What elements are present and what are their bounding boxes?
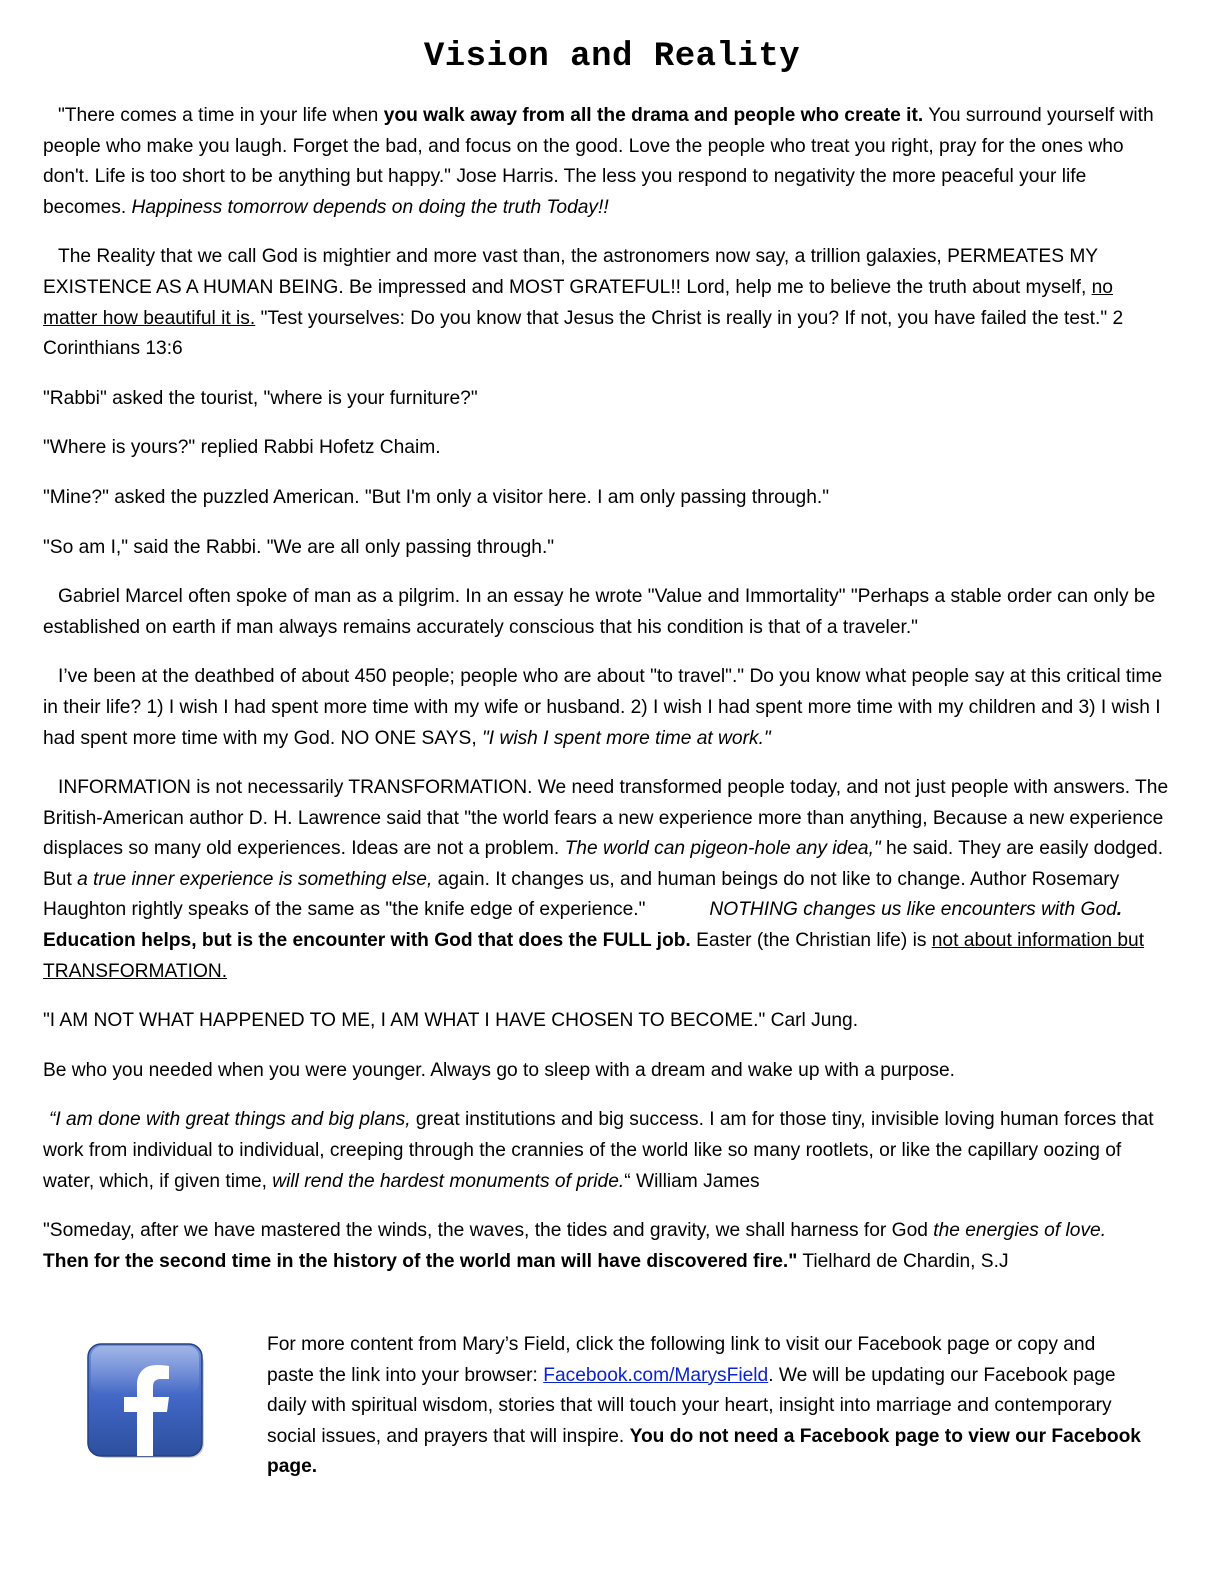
- paragraph-chardin: "Someday, after we have mastered the winds, the waves, the tides and gravity, we shall harness for God the energies of love. Then for the second time in the history of the world man will have discovered fire." Tielhard de Chardin, S.J: [43, 1220, 1107, 1272]
- paragraph-be-who: Be who you needed when you were younger. Always go to sleep with a dream and wake up with a purpose.: [43, 1059, 955, 1081]
- paragraph-rabbi-4: "So am I," said the Rabbi. "We are all only passing through.": [43, 536, 555, 558]
- article-body: [43, 101, 1171, 1296]
- paragraph-rabbi-1: "Rabbi" asked the tourist, "where is your furniture?": [43, 387, 478, 409]
- paragraph-jung-quote: "I AM NOT WHAT HAPPENED TO ME, I AM WHAT I HAVE CHOSEN TO BECOME." Carl Jung.: [43, 1010, 859, 1032]
- page-title: Vision and Reality: [423, 38, 801, 76]
- paragraph-william-james: “I am done with great things and big plans, great institutions and big success. I am for those tiny, invisible loving human forces that work from individual to individual, creeping through the crannies of the world like so many rootlets, or like the capillary oozing of water, which, if given time, will rend the hardest monuments of pride.“ William James: [43, 1109, 1154, 1192]
- paragraph-deathbed: I’ve been at the deathbed of about 450 people; people who are about "to travel"." Do you know what people say at this critical time in their life? 1) I wish I had spent more time with my wife or husband. 2) I wish I had spent more time with my children and 3) I wish I had spent more time with my God. NO ONE SAYS, "I wish I spent more time at work.": [43, 666, 1163, 749]
- facebook-icon[interactable]: [87, 1342, 205, 1460]
- facebook-link[interactable]: Facebook.com/MarysField: [543, 1364, 769, 1386]
- paragraph-drama: "There comes a time in your life when you walk away from all the drama and people who create it. You surround yourself with people who make you laugh. Forget the bad, and focus on the good. Love the people who treat you right, pray for the ones who don't. Life is too short to be anything but happy." Jose Harris. The less you respond to negativity the more peaceful your life becomes. Happiness tomorrow depends on doing the truth Today!!: [43, 105, 1154, 218]
- paragraph-rabbi-3: "Mine?" asked the puzzled American. "But I'm only a visitor here. I am only passing through.": [43, 486, 830, 508]
- facebook-promo: For more content from Mary’s Field, click the following link to visit our Facebook page or copy and paste the link into your browser: Facebook.com/MarysField. We will be updating our Facebook page daily with spiritual wisdom, stories that will touch your heart, insight into marriage and contemporary social issues, and prayers that will inspire. You do not need a Facebook page to view our Facebook page.: [267, 1334, 1141, 1478]
- paragraph-transformation: INFORMATION is not necessarily TRANSFORMATION. We need transformed people today, and not just people with answers. The British-American author D. H. Lawrence said that "the world fears a new experience more than anything, Because a new experience displaces so many old experiences. Ideas are not a problem. The world can pigeon-hole any idea," he said. They are easily dodged. But a true inner experience is something else, again. It changes us, and human beings do not like to change. Author Rosemary Haughton rightly speaks of the same as "the knife edge of experience." NOTHING changes us like encounters with God. Education helps, but is the encounter with God that does the FULL job. Easter (the Christian life) is not about information but TRANSFORMATION.: [43, 777, 1169, 982]
- paragraph-reality: The Reality that we call God is mightier and more vast than, the astronomers now say, a trillion galaxies, PERMEATES MY EXISTENCE AS A HUMAN BEING. Be impressed and MOST GRATEFUL!! Lord, help me to believe the truth about myself, no matter how beautiful it is. "Test yourselves: Do you know that Jesus the Christ is really in you? If not, you have failed the test." 2 Corinthians 13:6: [43, 246, 1124, 360]
- paragraph-rabbi-2: "Where is yours?" replied Rabbi Hofetz Chaim.: [43, 437, 441, 459]
- paragraph-marcel: Gabriel Marcel often spoke of man as a pilgrim. In an essay he wrote "Value and Immortality" "Perhaps a stable order can only be established on earth if man always remains accurately conscious that his condition is that of a traveler.": [43, 586, 1156, 638]
